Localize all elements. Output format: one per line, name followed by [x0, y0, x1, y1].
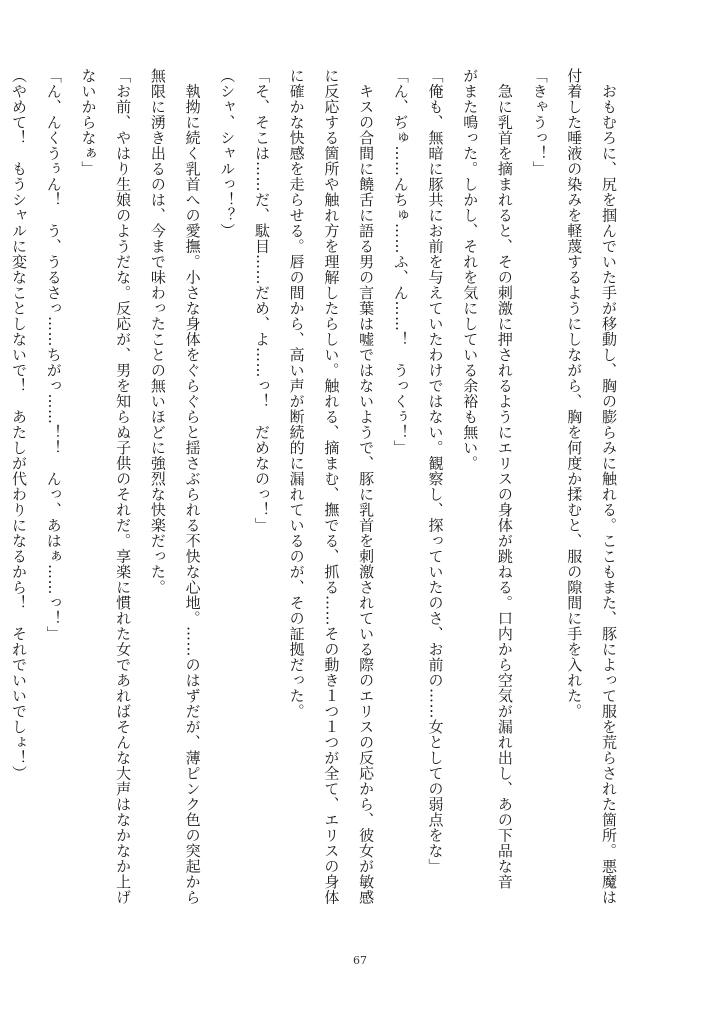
text-line: 執拗に続く乳首への愛撫。小さな身体をぐらぐらと揺さぶられる不快な心地。……のはずだが、薄ピンク色の突起から: [183, 68, 202, 905]
text-line: に反応する箇所や触れ方を理解したらしい。触れる、摘まむ、撫でる、抓る……その動き１つ１つが全て、エリスの身体: [322, 68, 341, 905]
text-line: （シャ、シャルっ！？）: [218, 68, 237, 239]
text-line: 「俺も、無暗に豚共にお前を与えていたわけではない。観察し、探っていたのさ、お前の……女としての弱点をな」: [426, 68, 445, 874]
text-line: キスの合間に饒舌に語る男の言葉は嘘ではないようで、豚に乳首を刺激されている際のエリスの反応から、彼女が敏感: [357, 68, 376, 905]
body-text: [10, 68, 626, 968]
text-line: 付着した唾液の染みを軽蔑するようにしながら、胸を何度か揉むと、服の隙間に手を入れた。: [565, 68, 584, 719]
text-line: 急に乳首を摘まれると、その刺激に押されるようにエリスの身体が跳ねる。口内から空気が漏れ出し、あの下品な音: [495, 68, 514, 890]
text-line: （やめて！ もうシャルに変なことしないで！ あたしが代わりになるから！ それでいいでしょ！）: [10, 68, 29, 781]
text-line: おもむろに、尻を掴んでいた手が移動し、胸の膨らみに触れる。ここもまた、豚によって服を荒らされた箇所。悪魔は: [600, 68, 618, 905]
text-line: 「そ、そこは……だ、駄目……だめ、よ……っ！ だめなのっ！」: [252, 68, 271, 533]
text-line: に確かな快感を走らせる。唇の間から、高い声が断続的に漏れているのが、その証拠だった。: [287, 68, 306, 719]
text-line: がまた鳴った。しかし、それを気にしている余裕も無い。: [461, 68, 480, 471]
text-line: ないからなぁ」: [79, 68, 98, 177]
page-number: 67: [353, 954, 367, 967]
text-line: 「ん、ぢゅ……んちゅ……ふ、ん……！ うっくぅ！」: [391, 68, 410, 456]
text-line: 「ん、んくうぅん！ う、うるさっ……ちがっ……！！ んっ、あはぁ……っ！」: [44, 68, 63, 642]
text-line: 無限に湧き出るのは、今まで味わったことの無いほどに強烈な快楽だった。: [148, 68, 167, 595]
text-line: 「きゃうっ！」: [530, 68, 549, 177]
text-line: 「お前、やはり生娘のようだな。反応が、男を知らぬ子供のそれだ。享楽に慣れた女であればそんな大声はなかなか上げ: [114, 68, 133, 905]
